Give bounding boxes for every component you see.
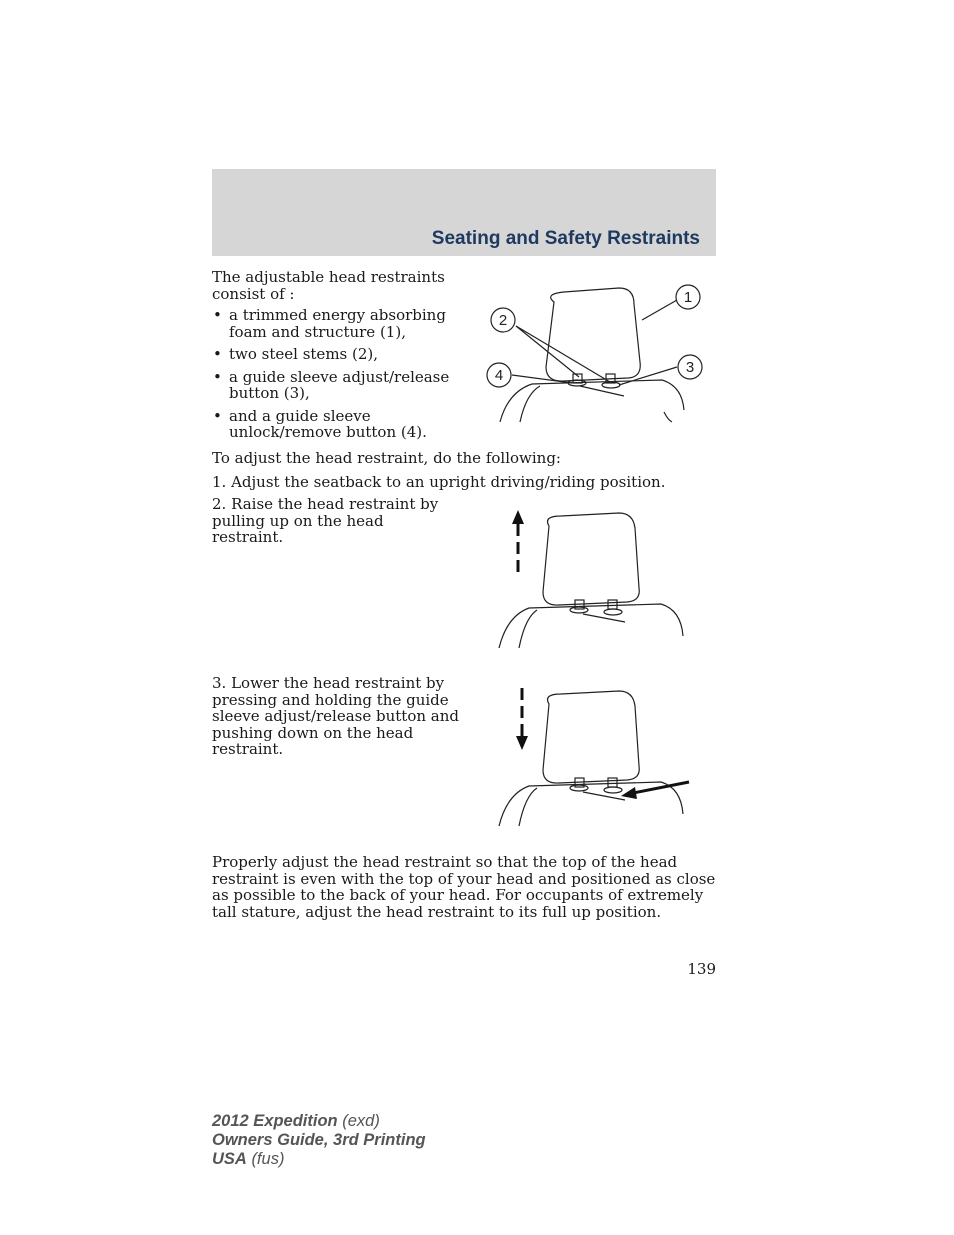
- lower-head-restraint-figure: [497, 686, 692, 831]
- down-arrow-icon: [516, 688, 528, 750]
- component-list: [212, 307, 474, 447]
- callout-1-label: 1: [683, 289, 693, 306]
- step-1: 1. Adjust the seatback to an upright driving/riding position.: [212, 473, 666, 491]
- page-number: 139: [687, 960, 716, 978]
- up-arrow-icon: [512, 510, 524, 576]
- footer-line-2: [212, 1131, 426, 1150]
- component-item: • and a guide sleeve unlock/remove button (4).: [212, 408, 474, 441]
- footer-region: USA: [212, 1150, 247, 1168]
- footer-edition: Owners Guide, 3rd Printing: [212, 1131, 426, 1149]
- step-3: 3. Lower the head restraint by pressing and holding the guide sleeve adjust/release button and pushing down on the head restraint.: [212, 674, 459, 758]
- callout-4-label: 4: [494, 367, 504, 384]
- component-item: • a guide sleeve adjust/release button (3),: [212, 369, 474, 402]
- footer-region-code: (fus): [251, 1150, 285, 1168]
- head-restraint-cushion: [546, 288, 640, 381]
- step-2: 2. Raise the head restraint by pulling up on the head restraint.: [212, 495, 439, 546]
- component-item: • two steel stems (2),: [212, 346, 474, 363]
- head-restraint-cushion: [543, 691, 639, 783]
- footer-model: 2012 Expedition: [212, 1112, 338, 1130]
- component-item: • a trimmed energy absorbing foam and structure (1),: [212, 307, 474, 340]
- section-title: Seating and Safety Restraints: [431, 228, 700, 249]
- document-footer: [212, 1112, 426, 1169]
- footer-model-code: (exd): [342, 1112, 380, 1130]
- callout-3-label: 3: [685, 359, 695, 376]
- instructions-intro: To adjust the head restraint, do the following:: [212, 449, 561, 467]
- raise-head-restraint-figure: [497, 508, 692, 653]
- intro-text: The adjustable head restraints consist of :: [212, 268, 445, 303]
- callout-2-label: 2: [498, 312, 508, 329]
- footer-line-3: [212, 1150, 426, 1169]
- section-header-band: [212, 169, 716, 256]
- closing-paragraph: Properly adjust the head restraint so that the top of the head restraint is even with the top of your head and positioned as close as possible to the back of your head. For occupants of extremely tall stature, adjust the head restraint to its full up position.: [212, 853, 716, 921]
- head-restraint-cushion: [543, 513, 639, 605]
- head-restraint-components-figure: [484, 282, 704, 427]
- footer-line-1: [212, 1112, 426, 1131]
